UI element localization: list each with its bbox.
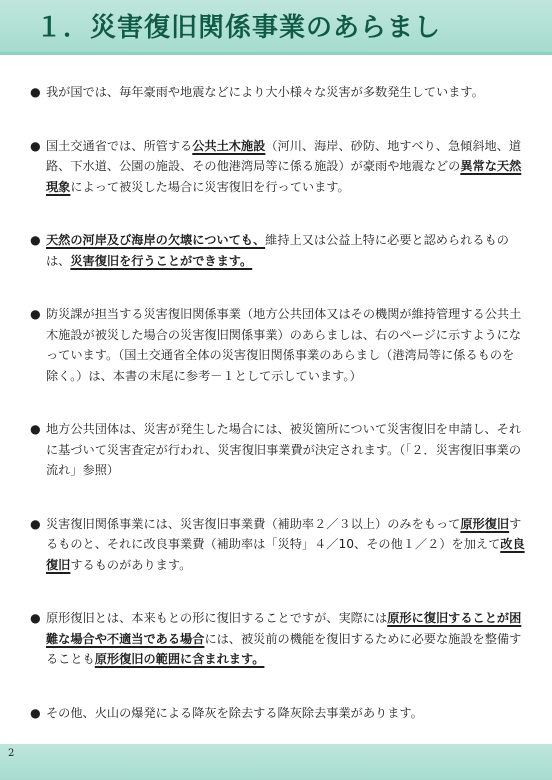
page-number: 2 <box>8 748 15 759</box>
bullet-icon: ● <box>30 85 41 99</box>
paragraph <box>30 608 525 670</box>
paragraph-text: には、被災前の機能を復旧するために必要な施設を整備することも <box>46 631 522 666</box>
paragraph-text: 国土交通省では、所管する <box>46 138 193 153</box>
paragraph <box>30 419 525 481</box>
page-title: １．災害復旧関係事業のあらまし <box>36 13 442 43</box>
emphasized-text: 原形復旧の範囲に含まれます。 <box>94 652 265 666</box>
emphasized-text: 原形に復旧することが困難な場合や不適当である場合 <box>46 611 522 646</box>
paragraph-text: するものと、それに改良事業費（補助率は「災特」４／10、その他１／２）を加えて <box>46 516 522 551</box>
paragraph <box>30 703 525 724</box>
paragraph-text: 原形復旧とは、本来もとの形に復旧することですが、実際には <box>46 611 388 625</box>
paragraph-text: 災害復旧関係事業には、災害復旧事業費（補助率２／３以上）のみをもって <box>46 516 461 531</box>
paragraph-text: によって被災した場合に災害復旧を行っています。 <box>70 179 350 194</box>
bullet-icon: ● <box>30 705 41 720</box>
emphasized-text: 公共土木施設 <box>192 138 266 153</box>
paragraph-text: するものがあります。 <box>70 557 192 572</box>
emphasized-text: 原形復旧 <box>460 516 510 531</box>
paragraph <box>30 136 525 198</box>
emphasized-text: 災害復旧を行うことができます。 <box>70 253 253 268</box>
bullet-icon: ● <box>30 138 41 153</box>
page-footer <box>0 744 552 780</box>
emphasized-text: 天然の河岸及び海岸の欠壊についても、 <box>46 233 266 247</box>
emphasized-text: 改良復旧 <box>46 537 525 572</box>
bullet-icon: ● <box>30 233 41 247</box>
paragraph-text: その他、火山の爆発による降灰を除去する降灰除去事業があります。 <box>46 705 423 720</box>
bullet-icon: ● <box>30 422 41 436</box>
paragraph <box>30 230 525 271</box>
page-header <box>0 0 552 55</box>
emphasized-text: 異常な天然現象 <box>46 159 522 194</box>
paragraph-text: 維持上又は公益上特に必要と認められるものは、 <box>46 233 509 268</box>
paragraph <box>30 304 525 386</box>
paragraph <box>30 82 525 103</box>
paragraph-text: 防災課が担当する災害復旧関係事業（地方公共団体又はその機関が維持管理する公共土木施設が被災した場合の災害復旧関係事業）のあらましは、右のページに示すようになっています。（国土交通省全体の災害復旧関係事業のあらまし（港湾局等に係るものを除く。）は、本書の末尾に参考－１として示しています。） <box>46 307 522 383</box>
paragraph-text: 地方公共団体は、災害が発生した場合には、被災箇所について災害復旧を申請し、それに基づいて災害査定が行われ、災害復旧事業費が決定されます。（「２．災害復旧事業の流れ」参照） <box>46 422 522 477</box>
bullet-icon: ● <box>30 611 41 625</box>
paragraph-text: 我が国では、毎年豪雨や地震などにより大小様々な災害が多数発生しています。 <box>46 85 484 99</box>
paragraph-text: （河川、海岸、砂防、地すべり、急傾斜地、道路、下水道、公園の施設、その他港湾局等に係る施設）が豪雨や地震などの <box>46 138 522 173</box>
bullet-icon: ● <box>30 307 41 321</box>
bullet-icon: ● <box>30 516 41 531</box>
document-body <box>30 82 525 756</box>
paragraph <box>30 514 525 576</box>
